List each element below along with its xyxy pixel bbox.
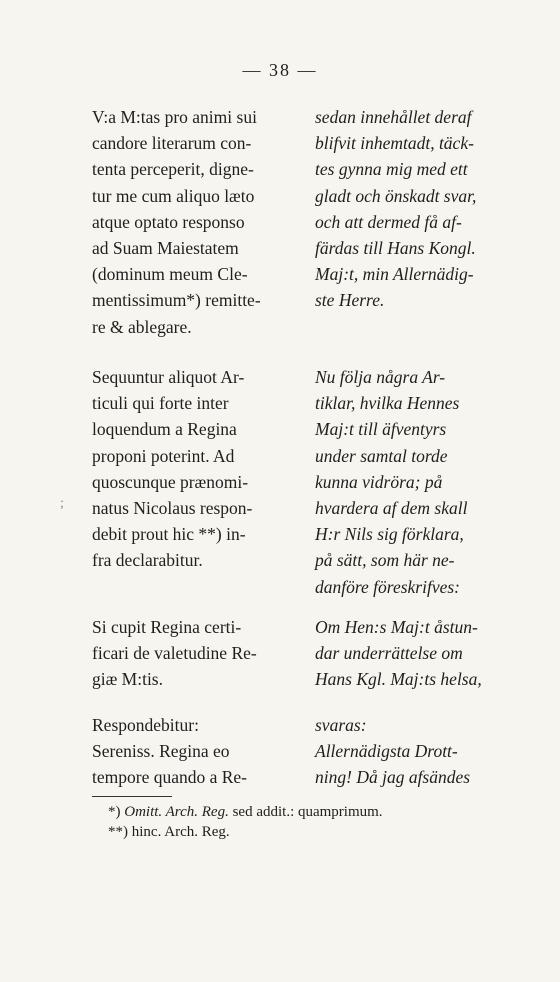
swedish-line: Om Hen:s Maj:t åstun- (315, 617, 478, 637)
latin-column (92, 104, 302, 340)
latin-line: tempore quando a Re- (92, 767, 248, 788)
latin-line: Sereniss. Regina eo (92, 741, 230, 762)
swedish-line: gladt och önskadt svar, (315, 185, 477, 206)
footnote-1 (108, 802, 383, 822)
latin-line: tur me cum aliquo læto (92, 185, 255, 206)
swedish-line: på sätt, som här ne- (315, 550, 455, 571)
latin-line: Respondebitur: (92, 715, 199, 735)
latin-line: quoscunque prænomi- (92, 471, 249, 492)
latin-line: Sequuntur aliquot Ar- (92, 367, 245, 387)
latin-column (92, 614, 302, 693)
latin-line: ticuli qui forte inter (92, 393, 229, 414)
latin-line: debit prout hic **) in- (92, 524, 246, 545)
swedish-line: blifvit inhemtadt, täck- (315, 133, 474, 154)
swedish-line: Maj:t till äfventyrs (315, 419, 447, 440)
swedish-line: H:r Nils sig förklara, (315, 524, 464, 545)
swedish-line: svaras: (315, 715, 367, 735)
latin-line: fra declarabitur. (92, 550, 203, 571)
footnote-marker: *) (108, 804, 121, 820)
swedish-column (315, 104, 513, 314)
footnote-marker: **) (108, 824, 128, 840)
swedish-line: Maj:t, min Allernädig- (315, 264, 474, 285)
margin-mark: ; (60, 496, 64, 511)
latin-line: atque optato responso (92, 211, 245, 232)
latin-line: mentissimum*) remitte- (92, 290, 261, 311)
latin-line: Si cupit Regina certi- (92, 617, 242, 637)
swedish-line: dar underrättelse om (315, 643, 463, 664)
swedish-column (315, 712, 513, 791)
latin-line: natus Nicolaus respon- (92, 498, 253, 519)
latin-line: proponi poterint. Ad (92, 445, 235, 466)
swedish-column (315, 614, 513, 693)
swedish-line: tiklar, hvilka Hennes (315, 393, 460, 414)
swedish-line: ste Herre. (315, 290, 385, 311)
swedish-line: danföre föreskrifves: (315, 576, 460, 597)
swedish-line: Allernädigsta Drott- (315, 741, 458, 762)
latin-line: loquendum a Regina (92, 419, 237, 440)
latin-line: re & ablegare. (92, 316, 192, 337)
latin-line: V:a M:tas pro animi sui (92, 107, 257, 127)
swedish-line: kunna vidröra; på (315, 471, 443, 492)
latin-line: giæ M:tis. (92, 669, 163, 690)
latin-line: (dominum meum Cle- (92, 264, 248, 285)
swedish-line: under samtal torde (315, 445, 448, 466)
page-number: — 38 — (242, 60, 318, 80)
footnote-2 (108, 822, 230, 842)
swedish-line: Hans Kgl. Maj:ts helsa, (315, 669, 482, 690)
footnote-text: hinc. Arch. Reg. (131, 824, 230, 840)
swedish-line: tes gynna mig med ett (315, 159, 468, 180)
swedish-line: hvardera af dem skall (315, 498, 468, 519)
swedish-line: sedan innehållet deraf (315, 107, 472, 127)
latin-line: ad Suam Maiestatem (92, 238, 239, 259)
footnote-rule (92, 796, 172, 797)
swedish-line: färdas till Hans Kongl. (315, 238, 476, 259)
latin-column (92, 364, 302, 574)
swedish-line: ning! Då jag afsändes (315, 767, 471, 788)
swedish-line: Nu följa några Ar- (315, 367, 446, 387)
latin-column (92, 712, 302, 791)
swedish-column (315, 364, 513, 600)
latin-line: ficari de valetudine Re- (92, 643, 257, 664)
footnote-text: sed addit.: quamprimum. (232, 804, 383, 820)
footnote-source: Omitt. Arch. Reg. (124, 804, 229, 820)
latin-line: tenta perceperit, digne- (92, 159, 254, 180)
latin-line: candore literarum con- (92, 133, 252, 154)
swedish-line: och att dermed få af- (315, 211, 462, 232)
